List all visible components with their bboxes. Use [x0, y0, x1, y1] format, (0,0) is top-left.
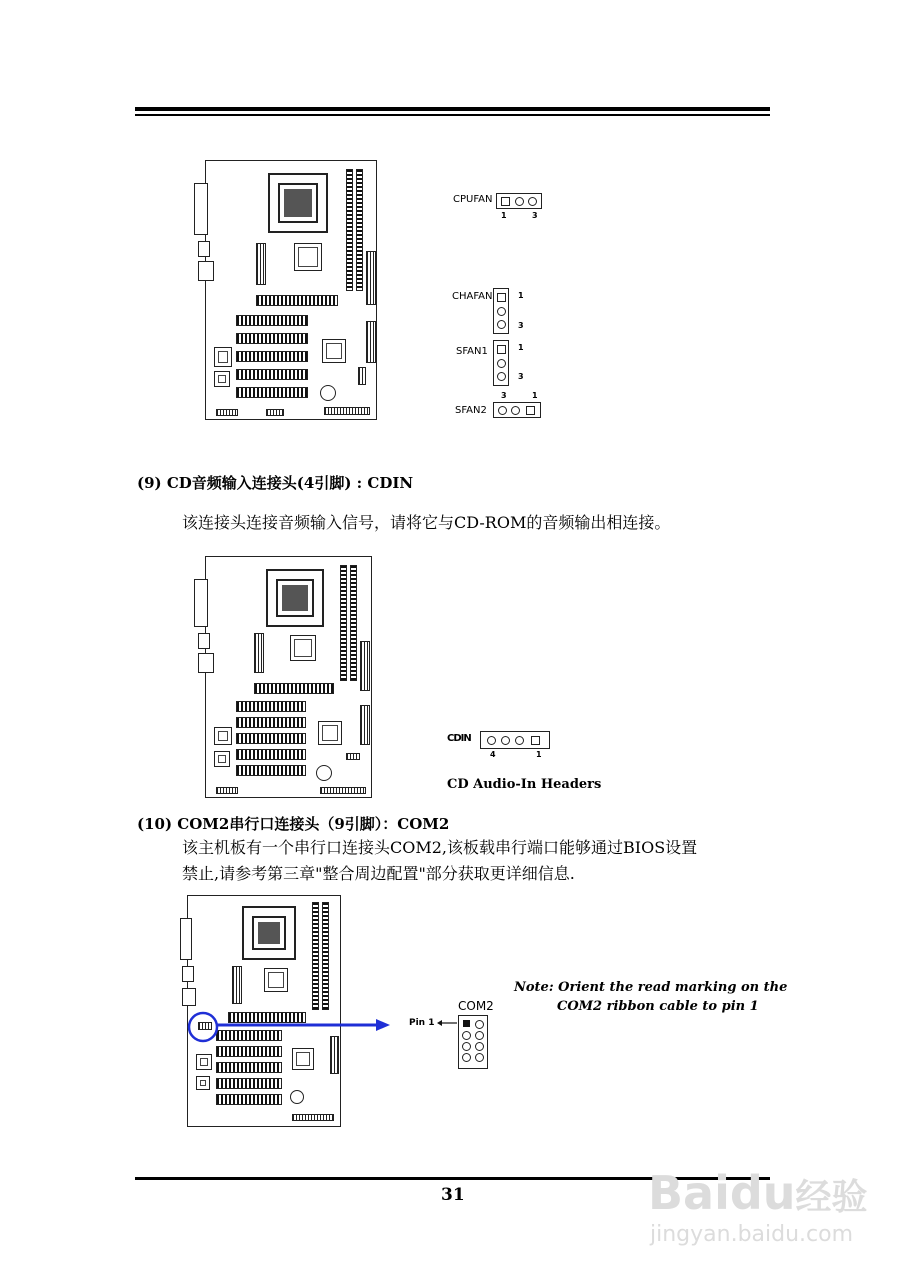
pci-slot — [236, 733, 306, 744]
cdin-onboard-header — [346, 753, 360, 760]
section-10-description-line1: 该主机板有一个串行口连接头COM2,该板载串行端口能够通过BIOS设置 — [182, 838, 698, 857]
com2-note-line1: Note: Orient the read marking on the — [514, 980, 788, 995]
southbridge-chip — [318, 721, 342, 745]
pin-round — [475, 1031, 484, 1040]
sfan1-pin3-label: 3 — [518, 372, 524, 381]
cdin-pin1-label: 1 — [536, 750, 542, 759]
pin-round — [497, 307, 506, 316]
pin-round — [511, 406, 520, 415]
cpu-socket — [268, 173, 328, 233]
io-chip — [214, 347, 232, 367]
battery — [316, 765, 332, 781]
pin-round — [515, 736, 524, 745]
sfan1-pin1-label: 1 — [518, 343, 524, 352]
com2-label: COM2 — [458, 999, 494, 1013]
southbridge-chip — [292, 1048, 314, 1070]
pci-slot — [236, 717, 306, 728]
sfan1-header — [493, 340, 509, 386]
power-connector — [256, 243, 266, 285]
motherboard-diagram-2 — [205, 556, 372, 798]
usb-header — [266, 409, 284, 416]
pin-round — [528, 197, 537, 206]
pin-square — [501, 197, 510, 206]
ide-connector — [366, 321, 376, 363]
pci-slot — [236, 701, 306, 712]
power-connector — [232, 966, 242, 1004]
pin-square — [497, 293, 506, 302]
page-number: 31 — [441, 1185, 465, 1205]
pin-round — [475, 1042, 484, 1051]
pin-round — [497, 359, 506, 368]
pin-round — [498, 406, 507, 415]
dimm-slot — [346, 169, 353, 291]
battery — [320, 385, 336, 401]
fdd-connector — [292, 1114, 334, 1121]
io-port — [194, 579, 208, 627]
section-10-description-line2: 禁止,请参考第三章"整合周边配置"部分获取更详细信息. — [182, 864, 575, 883]
agp-slot — [254, 683, 334, 694]
dimm-slot — [350, 565, 357, 681]
chafan-label: CHAFAN — [452, 291, 493, 302]
dimm-slot — [312, 902, 319, 1010]
pin-square — [531, 736, 540, 745]
cpufan-pin3-label: 3 — [532, 211, 538, 220]
sata-header — [358, 367, 366, 385]
pin-square — [497, 345, 506, 354]
io-port — [198, 653, 214, 673]
northbridge-chip — [264, 968, 288, 992]
front-panel-header — [216, 409, 238, 416]
com2-arrow-head — [376, 1019, 390, 1031]
io-chip — [214, 727, 232, 745]
fdd-connector — [320, 787, 366, 794]
io-chip — [214, 751, 230, 767]
battery — [290, 1090, 304, 1104]
pci-slot — [216, 1062, 282, 1073]
io-port — [180, 918, 192, 960]
sfan2-pin3-label: 3 — [501, 391, 507, 400]
agp-slot — [228, 1012, 306, 1023]
com2-note-line2: COM2 ribbon cable to pin 1 — [557, 999, 759, 1014]
pin-round — [487, 736, 496, 745]
chafan-pin1-label: 1 — [518, 291, 524, 300]
cdin-caption: CD Audio-In Headers — [447, 777, 602, 792]
header-rule-thick — [135, 107, 770, 111]
io-port — [182, 966, 194, 982]
io-port — [198, 261, 214, 281]
sfan2-header — [493, 402, 541, 418]
northbridge-chip — [294, 243, 322, 271]
northbridge-chip — [290, 635, 316, 661]
cpufan-pin1-label: 1 — [501, 211, 507, 220]
pci-slot — [236, 333, 308, 344]
fdd-connector — [324, 407, 370, 415]
pci-slot — [236, 315, 308, 326]
io-port — [182, 988, 196, 1006]
io-port — [198, 633, 210, 649]
chafan-pin3-label: 3 — [518, 321, 524, 330]
pci-slot — [216, 1094, 282, 1105]
sfan2-pin1-label: 1 — [532, 391, 538, 400]
cpu-socket — [266, 569, 324, 627]
sfan2-label: SFAN2 — [455, 405, 487, 416]
pin-round — [497, 320, 506, 329]
com2-header — [458, 1015, 488, 1069]
sfan1-label: SFAN1 — [456, 346, 488, 357]
watermark-url: jingyan.baidu.com — [650, 1222, 854, 1247]
pin-round — [475, 1053, 484, 1062]
dimm-slot — [340, 565, 347, 681]
ide-connector — [360, 641, 370, 691]
ide-connector — [330, 1036, 339, 1074]
front-panel-header — [216, 787, 238, 794]
header-rule-thin — [135, 114, 770, 116]
ide-connector — [360, 705, 370, 745]
ide-connector — [366, 251, 376, 305]
pin-round — [462, 1053, 471, 1062]
io-port — [194, 183, 208, 235]
pin-round — [462, 1042, 471, 1051]
cpu-socket — [242, 906, 296, 960]
pci-slot — [236, 351, 308, 362]
pin-round — [515, 197, 524, 206]
io-port — [198, 241, 210, 257]
dimm-slot — [356, 169, 363, 291]
section-10-heading: (10) COM2串行口连接头（9引脚）：COM2 — [137, 815, 450, 833]
pin-round — [497, 372, 506, 381]
dimm-slot — [322, 902, 329, 1010]
pci-slot — [236, 749, 306, 760]
io-chip — [196, 1076, 210, 1090]
southbridge-chip — [322, 339, 346, 363]
chafan-header — [493, 288, 509, 334]
cdin-label: CDIN — [447, 733, 471, 744]
pci-slot — [236, 369, 308, 380]
cdin-header — [480, 731, 550, 749]
com2-onboard-header — [198, 1022, 212, 1030]
watermark-logo — [648, 1166, 868, 1220]
watermark-brand: Baidu — [648, 1166, 796, 1220]
pin-round — [462, 1031, 471, 1040]
motherboard-diagram-1 — [205, 160, 377, 420]
power-connector — [254, 633, 264, 673]
section-9-description: 该连接头连接音频输入信号，请将它与CD-ROM的音频输出相连接。 — [182, 513, 671, 532]
io-chip — [196, 1054, 212, 1070]
pci-slot — [236, 387, 308, 398]
pci-slot — [236, 765, 306, 776]
pin-square — [526, 406, 535, 415]
pci-slot — [216, 1046, 282, 1057]
pin-round — [501, 736, 510, 745]
cpufan-label: CPUFAN — [453, 194, 493, 205]
cdin-pin4-label: 4 — [490, 750, 496, 759]
pci-slot — [216, 1030, 282, 1041]
pin-1-filled — [463, 1020, 470, 1027]
pin-round — [475, 1020, 484, 1029]
agp-slot — [256, 295, 338, 306]
pci-slot — [216, 1078, 282, 1089]
section-9-heading: (9) CD音频输入连接头(4引脚) : CDIN — [137, 474, 414, 492]
cpufan-header — [496, 193, 542, 209]
io-chip — [214, 371, 230, 387]
watermark-brand-cn: 经验 — [795, 1177, 868, 1218]
motherboard-diagram-3 — [187, 895, 341, 1127]
com2-pin1-label: Pin 1 — [409, 1018, 435, 1028]
